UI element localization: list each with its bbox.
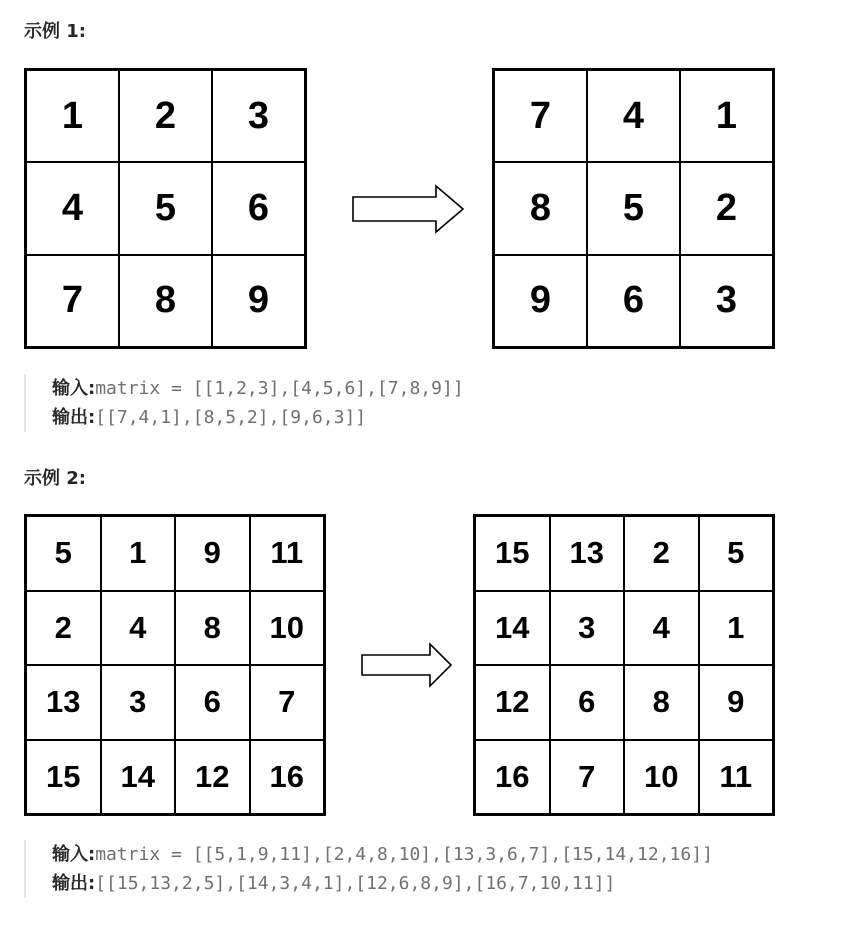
matrix-cell: 2 (26, 591, 101, 666)
matrix-cell: 9 (175, 516, 250, 591)
matrix-cell: 16 (250, 740, 325, 815)
matrix-cell: 7 (250, 665, 325, 740)
input-value: matrix = [[5,1,9,11],[2,4,8,10],[13,3,6,7],[15,14,12,16]] (95, 844, 713, 865)
matrix-cell: 16 (475, 740, 550, 815)
matrix-cell: 4 (587, 70, 680, 162)
matrix-cell: 13 (26, 665, 101, 740)
matrix-cell: 15 (475, 516, 550, 591)
matrix-cell: 7 (26, 255, 119, 347)
matrix-cell: 13 (550, 516, 625, 591)
output-value: [[7,4,1],[8,5,2],[9,6,3]] (95, 407, 367, 428)
matrix-cell: 15 (26, 740, 101, 815)
example-1-io-block (24, 374, 464, 432)
matrix-cell: 3 (101, 665, 176, 740)
matrix-cell: 2 (624, 516, 699, 591)
matrix-cell: 1 (680, 70, 773, 162)
matrix-cell: 12 (175, 740, 250, 815)
output-label: 输出: (52, 407, 96, 428)
matrix-cell: 1 (699, 591, 774, 666)
matrix-cell: 8 (494, 162, 587, 254)
matrix-cell: 3 (550, 591, 625, 666)
output-line (52, 403, 464, 432)
input-line (52, 374, 464, 403)
matrix-cell: 3 (212, 70, 305, 162)
matrix-cell: 9 (699, 665, 774, 740)
example-2-input-matrix (24, 514, 326, 816)
input-label: 输入: (52, 844, 96, 865)
right-arrow-icon (360, 642, 454, 688)
matrix-cell: 2 (119, 70, 212, 162)
matrix-cell: 5 (26, 516, 101, 591)
matrix-cell: 12 (475, 665, 550, 740)
matrix-cell: 2 (680, 162, 773, 254)
right-arrow-icon (351, 184, 467, 234)
input-line (52, 840, 713, 869)
matrix-cell: 4 (101, 591, 176, 666)
matrix-cell: 7 (494, 70, 587, 162)
matrix-cell: 9 (212, 255, 305, 347)
matrix-cell: 10 (250, 591, 325, 666)
matrix-cell: 6 (587, 255, 680, 347)
matrix-cell: 6 (175, 665, 250, 740)
matrix-cell: 10 (624, 740, 699, 815)
matrix-cell: 14 (101, 740, 176, 815)
matrix-cell: 6 (550, 665, 625, 740)
example-2-io-block (24, 840, 713, 898)
matrix-cell: 6 (212, 162, 305, 254)
matrix-cell: 4 (624, 591, 699, 666)
matrix-cell: 1 (26, 70, 119, 162)
matrix-cell: 14 (475, 591, 550, 666)
example-2-output-matrix (473, 514, 775, 816)
input-label: 输入: (52, 378, 96, 399)
matrix-cell: 5 (587, 162, 680, 254)
output-value: [[15,13,2,5],[14,3,4,1],[12,6,8,9],[16,7,10,11]] (95, 873, 616, 894)
matrix-cell: 9 (494, 255, 587, 347)
matrix-cell: 11 (699, 740, 774, 815)
matrix-cell: 11 (250, 516, 325, 591)
example-1-heading: 示例 1: (24, 21, 86, 42)
example-1-output-matrix (492, 68, 775, 349)
input-value: matrix = [[1,2,3],[4,5,6],[7,8,9]] (95, 378, 464, 399)
output-label: 输出: (52, 873, 96, 894)
matrix-cell: 8 (175, 591, 250, 666)
matrix-cell: 3 (680, 255, 773, 347)
matrix-cell: 1 (101, 516, 176, 591)
example-1-input-matrix (24, 68, 307, 349)
output-line (52, 869, 713, 898)
matrix-cell: 5 (119, 162, 212, 254)
example-2-heading: 示例 2: (24, 468, 86, 489)
matrix-cell: 4 (26, 162, 119, 254)
matrix-cell: 8 (119, 255, 212, 347)
matrix-cell: 8 (624, 665, 699, 740)
matrix-cell: 7 (550, 740, 625, 815)
matrix-cell: 5 (699, 516, 774, 591)
